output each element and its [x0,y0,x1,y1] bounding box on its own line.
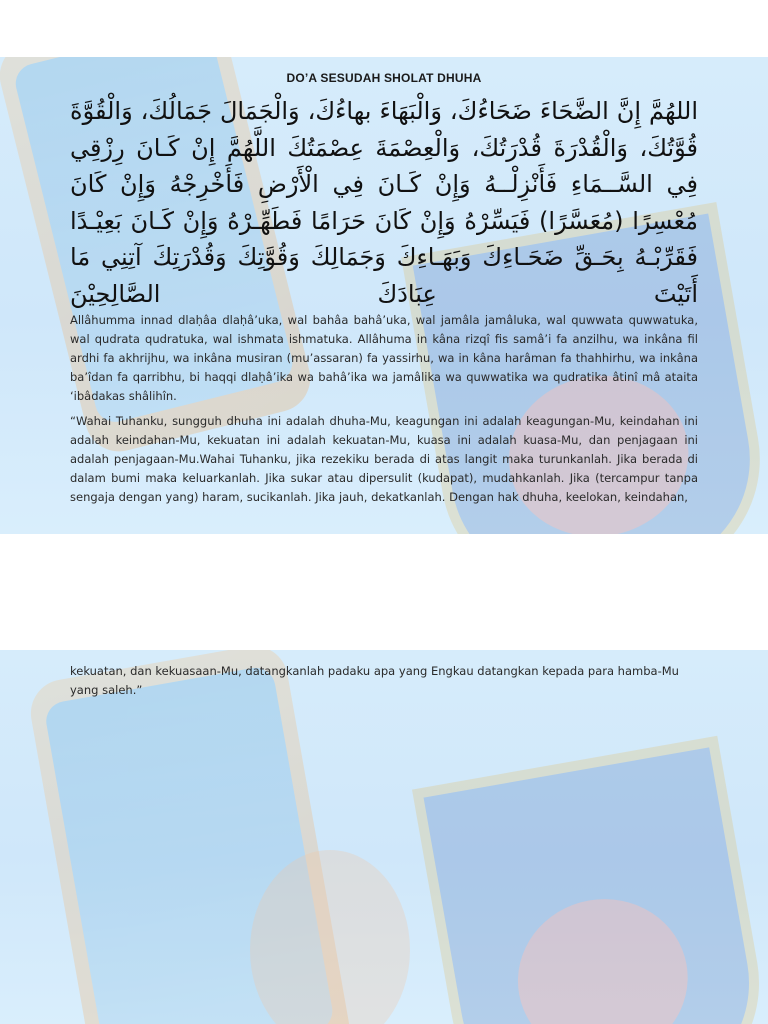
transliteration-paragraph: Allâhumma innad dlaḥâa dlaḥâ’uka, wal bahâa bahâ’uka, wal jamâla jamâluka, wal quwwata quwwatuka, wal qudrata qudratuka, wal ishmata ishmatuka. Allâhuma in kâna rizqî fis samâ’i fa anzilhu, wa inkâna fil ardhi fa akhrijhu, wa inkâna musiran (mu’assaran) fa yassirhu, wa in kâna harâman fa thahhirhu, wa inkâna ba’îdan fa qarribhu, bi haqqi dlaḥâ’ika wa bahâ’ika wa jamâlika wa quwwatika wa qudratika âtinî mâ ataita ‘ibâdakas shâlihîn. [70,313,698,403]
translation-paragraph: “Wahai Tuhanku, sungguh dhuha ini adalah dhuha-Mu, keagungan ini adalah keagungan-Mu, keindahan ini adalah keindahan-Mu, kekuatan ini adalah kekuatan-Mu, kuasa ini adalah kuasa-Mu, dan penjagaan ini adalah penjagaan-Mu.Wahai Tuhanku, jika rezekiku berada di atas langit maka turunkanlah. Jika berada di dalam bumi maka keluarkanlah. Jika sukar atau dipersulit (kudapat), mudahkanlah. Jika (tercampur tanpa sengaja dengan yang) haram, sucikanlah. Jika jauh, dekatkanlah. Dengan hak dhuha, keelokan, keindahan, [70,414,698,504]
document-page-2 [0,650,768,1024]
translation-paragraph-continued: kekuatan, dan kekuasaan-Mu, datangkanlah padaku apa yang Engkau datangkan kepada para hamba-Mu yang saleh.” [70,664,679,697]
document-page-1 [0,57,768,534]
page-2-content [70,650,698,1024]
document-title: DO’A SESUDAH SHOLAT DHUHA [286,71,482,85]
page-1-content [70,57,698,534]
arabic-prayer-text: اللهُمَّ إِنَّ الضَّحَاءَ ضَحَاءُكَ، وَالْبَهَاءَ بهاءُكَ، وَالْجَمَالَ جَمَالُكَ، وَالْقُوَّةَ قُوَّتُكَ، وَالْقُدْرَةَ قُدْرَتُكَ، وَالْعِصْمَةَ عِصْمَتُكَ اللَّهُمَّ إِنْ كَـانَ رِزْقِي فِي السَّــمَاءِ فَأَنْزِلْــهُ وَإِنْ كَـانَ فِي الْأَرْضِ فَأَخْرِجْهُ وَإِنْ كَانَ مُعْسِرًا (مُعَسَّرًا) فَيَسِّرْهُ وَإِنْ كَانَ حَرَامًا فَطَهِّـرْهُ وَإِنْ كَـانَ بَعِيْـدًا فَقَرِّبْـهُ بِحَـقِّ ضَحَـاءِكَ وَبَهَـاءِكَ وَجَمَالِكَ وَقُوَّتِكَ وَقُدْرَتِكَ آتِنِي مَا أَتَيْتَ عِبَادَكَ الصَّالِحِيْنَ [70,97,698,308]
